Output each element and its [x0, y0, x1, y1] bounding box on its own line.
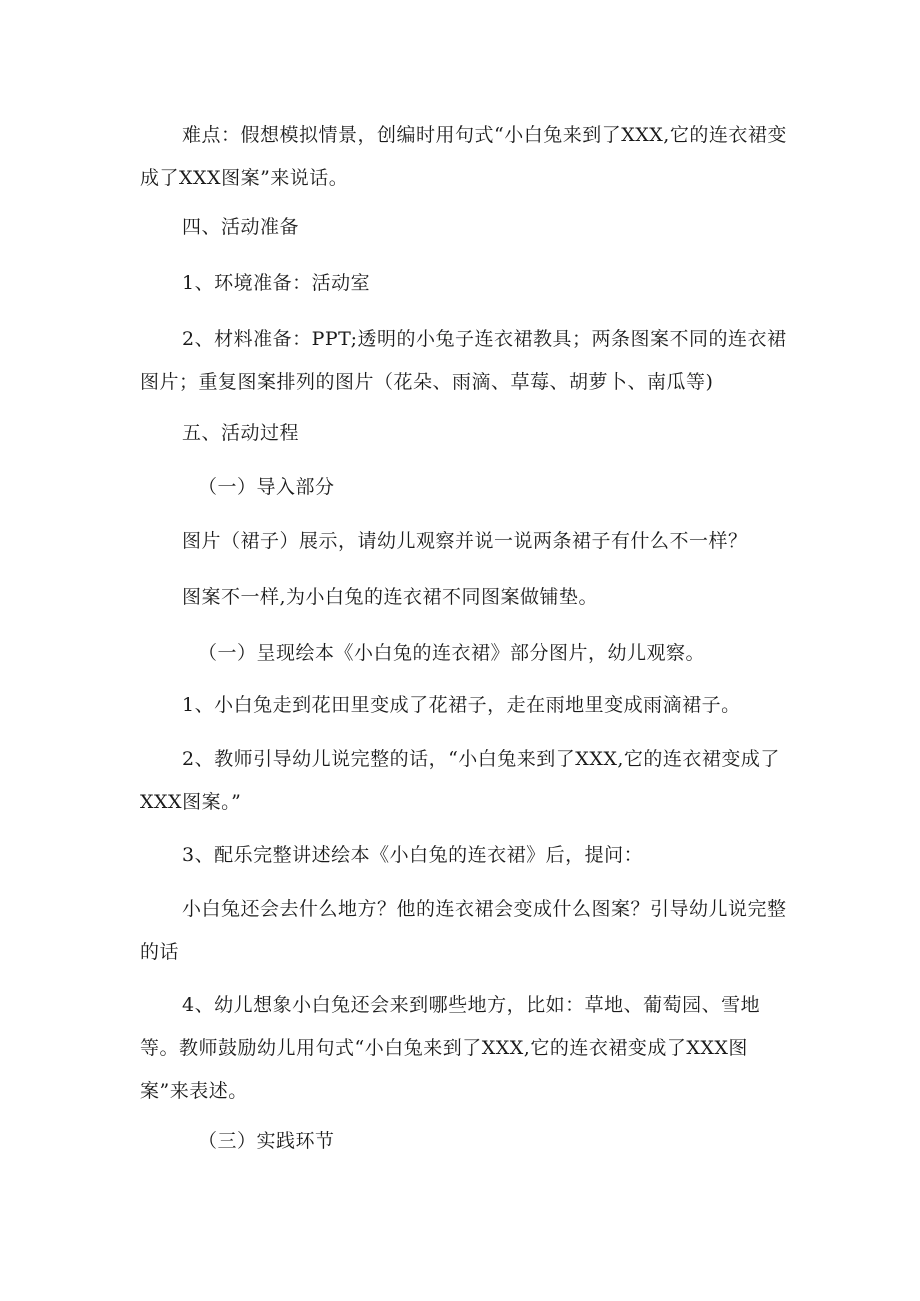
paragraph-environment-preparation: 1、环境准备：活动室 — [182, 272, 371, 294]
heading-practice: （三）实践环节 — [198, 1130, 335, 1152]
heading-activity-preparation: 四、活动准备 — [182, 216, 300, 238]
heading-activity-process: 五、活动过程 — [182, 422, 300, 444]
paragraph-step-3: 3、配乐完整讲述绘本《小白兔的连衣裙》后，提问： — [182, 844, 644, 866]
paragraph-question: 小白兔还会去什么地方？他的连衣裙会变成什么图案？引导幼儿说完整的话 — [140, 898, 787, 963]
heading-introduction: （一）导入部分 — [198, 476, 335, 498]
heading-picture-book: （一）呈现绘本《小白兔的连衣裙》部分图片，幼儿观察。 — [198, 642, 706, 664]
paragraph-materials-preparation: 2、材料准备：PPT;透明的小兔子连衣裙教具；两条图案不同的连衣裙图片；重复图案排列的图片（花朵、雨滴、草莓、胡萝卜、南瓜等) — [140, 328, 787, 393]
paragraph-picture-display: 图片（裙子）展示，请幼儿观察并说一说两条裙子有什么不一样？ — [182, 530, 748, 552]
paragraph-step-4: 4、幼儿想象小白兔还会来到哪些地方，比如：草地、葡萄园、雪地等。教师鼓励幼儿用句式“小白兔来到了XXX,它的连衣裙变成了XXX图案”来表述。 — [140, 994, 761, 1102]
paragraph-step-1: 1、小白兔走到花田里变成了花裙子，走在雨地里变成雨滴裙子。 — [182, 694, 741, 716]
paragraph-pattern-difference: 图案不一样,为小白兔的连衣裙不同图案做铺垫。 — [182, 586, 599, 608]
paragraph-difficulty: 难点：假想模拟情景，创编时用句式“小白兔来到了XXX,它的连衣裙变成了XXX图案”来说话。 — [140, 124, 787, 189]
paragraph-step-2: 2、教师引导幼儿说完整的话，“小白兔来到了XXX,它的连衣裙变成了XXX图案。” — [140, 748, 780, 813]
